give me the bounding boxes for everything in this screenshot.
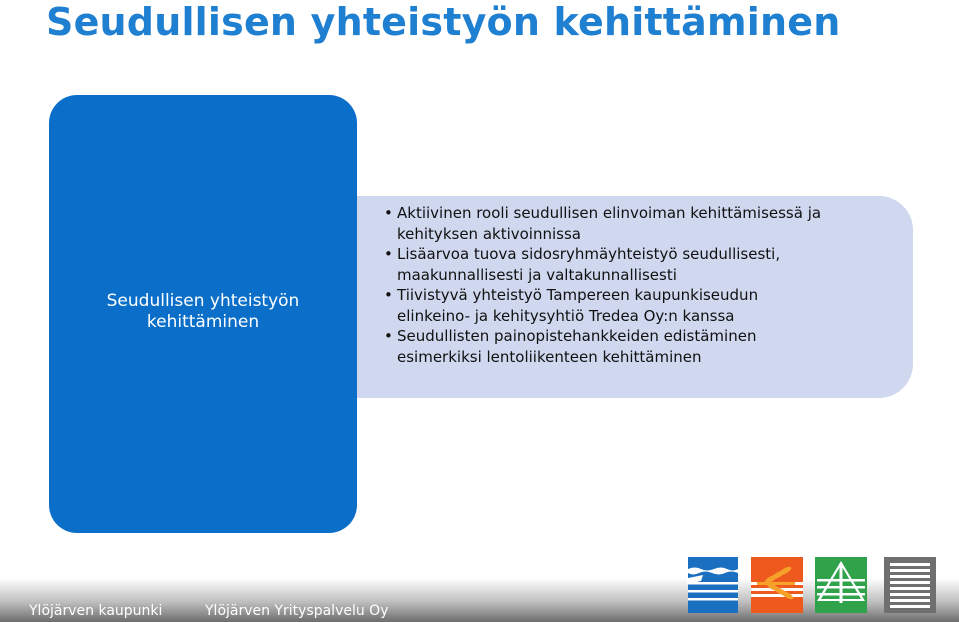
- footer-city-name: Ylöjärven kaupunki: [29, 603, 163, 619]
- bullet-line: esimerkiksi lentoliikenteen kehittäminen: [397, 347, 702, 366]
- bullet-line: Aktiivinen rooli seudullisen elinvoiman kehittämisessä ja: [397, 204, 822, 222]
- bullet-item: [384, 203, 904, 244]
- bullet-item: [384, 244, 904, 285]
- bullet-icon: •: [384, 204, 393, 222]
- bullet-icon: •: [384, 327, 393, 345]
- building-emblem-icon: [884, 557, 936, 613]
- bullet-line: Tiivistyvä yhteistyö Tampereen kaupunkiseudun: [397, 286, 759, 304]
- section-label-line: kehittäminen: [146, 312, 260, 332]
- page-title: Seudullisen yhteistyön kehittäminen: [46, 0, 841, 44]
- water-emblem-icon: [687, 557, 739, 613]
- bullet-item: [384, 285, 904, 326]
- bullet-icon: •: [384, 286, 393, 304]
- bullet-line: maakunnallisesti ja valtakunnallisesti: [397, 265, 677, 284]
- bullet-list: [384, 203, 904, 367]
- footer-company-name: Ylöjärven Yrityspalvelu Oy: [205, 603, 389, 619]
- bullet-line: elinkeino- ja kehitysyhtiö Tredea Oy:n kanssa: [397, 306, 735, 325]
- bullet-item: [384, 326, 904, 367]
- bullet-line: Seudullisten painopistehankkeiden edistäminen: [397, 327, 757, 345]
- bullet-line: Lisäarvoa tuova sidosryhmäyhteistyö seudullisesti,: [397, 245, 781, 263]
- bullet-line: kehityksen aktivoinnissa: [397, 224, 581, 243]
- section-label-line: Seudullisen yhteistyön: [106, 291, 300, 311]
- bullet-icon: •: [384, 245, 393, 263]
- section-label: [49, 291, 357, 333]
- wheat-emblem-icon: [751, 557, 803, 613]
- field-emblem-icon: [815, 557, 867, 613]
